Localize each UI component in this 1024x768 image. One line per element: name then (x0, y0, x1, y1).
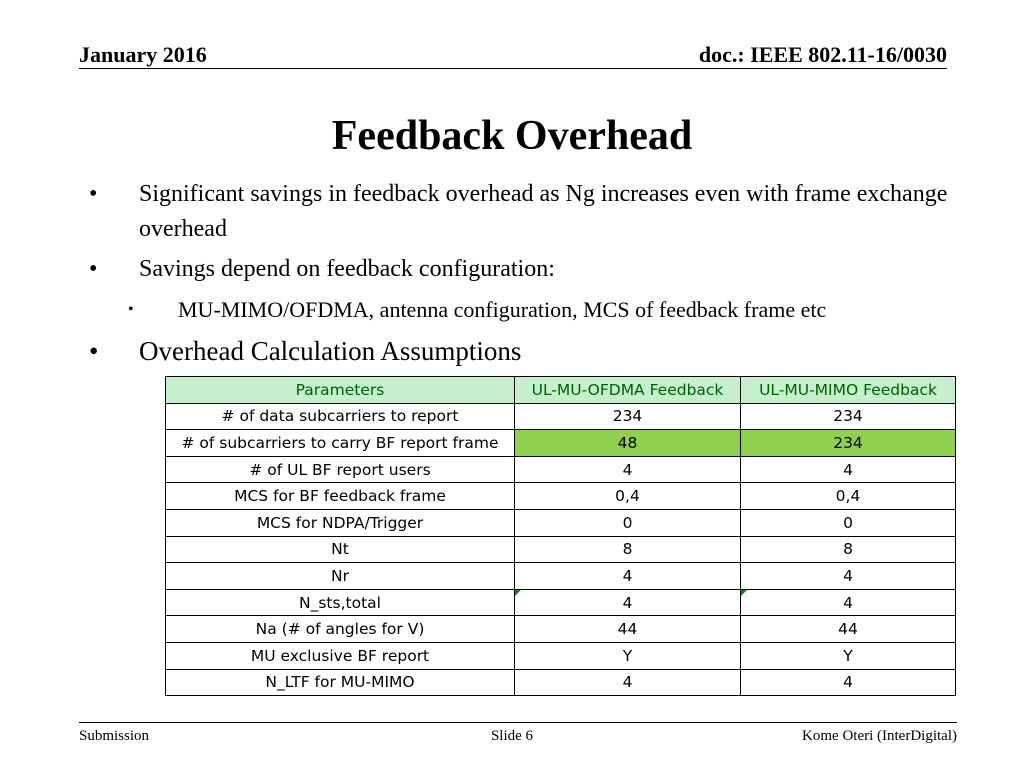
cell-value: 4 (843, 593, 853, 612)
slide-title: Feedback Overhead (331, 113, 693, 159)
cell-mimo: 0 (741, 509, 956, 536)
table-row (166, 403, 956, 430)
cell-ofdma: 4 (515, 456, 741, 483)
table-row (166, 669, 956, 696)
cell-mimo: Y (741, 642, 956, 669)
cell-comment-marker-icon (741, 590, 747, 596)
cell-parameter: Na (# of angles for V) (166, 616, 515, 643)
header-parameters: Parameters (166, 377, 515, 404)
cell-parameter: Nt (166, 536, 515, 563)
bullet-text: Savings depend on feedback configuration: (139, 256, 555, 282)
table-row (166, 509, 956, 536)
bullet-config (89, 252, 999, 287)
bullet-text: Overhead Calculation Assumptions (139, 336, 522, 366)
header-mimo-feedback: UL-MU-MIMO Feedback (741, 377, 956, 404)
bullet-marker: • (89, 256, 98, 282)
cell-comment-marker-icon (515, 590, 521, 596)
bullet-assumptions (89, 334, 999, 369)
bullet-text: Significant savings in feedback overhead as Ng increases even with frame exchange overhead (139, 181, 948, 242)
footer-divider (79, 722, 957, 723)
table-row (166, 563, 956, 590)
cell-ofdma (515, 589, 741, 616)
cell-ofdma: Y (515, 642, 741, 669)
bullet-marker: • (89, 336, 99, 366)
header-doc-id: doc.: IEEE 802.11-16/0030 (698, 42, 947, 67)
cell-mimo (741, 589, 956, 616)
footer-author: Kome Oteri (InterDigital) (802, 728, 957, 744)
cell-mimo: 234 (741, 403, 956, 430)
cell-parameter: MCS for NDPA/Trigger (166, 509, 515, 536)
cell-parameter: # of subcarriers to carry BF report frame (166, 430, 515, 457)
header-date: January 2016 (79, 42, 207, 67)
cell-ofdma: 0 (515, 509, 741, 536)
bullet-text: MU-MIMO/OFDMA, antenna configuration, MCS of feedback frame etc (178, 297, 827, 322)
cell-parameter: MU exclusive BF report (166, 642, 515, 669)
table-row (166, 483, 956, 510)
cell-mimo: 4 (741, 456, 956, 483)
cell-mimo: 8 (741, 536, 956, 563)
footer-submission: Submission (79, 728, 150, 744)
cell-ofdma: 8 (515, 536, 741, 563)
sub-bullet-config-details (128, 292, 998, 327)
cell-ofdma: 44 (515, 616, 741, 643)
assumptions-table (165, 376, 956, 696)
cell-ofdma: 48 (515, 430, 741, 457)
cell-parameter: MCS for BF feedback frame (166, 483, 515, 510)
table-row (166, 616, 956, 643)
cell-mimo: 44 (741, 616, 956, 643)
bullet-marker: • (128, 301, 134, 318)
bullet-marker: • (89, 181, 98, 207)
cell-mimo: 4 (741, 563, 956, 590)
table-row (166, 589, 956, 616)
table-row (166, 430, 956, 457)
cell-parameter: # of UL BF report users (166, 456, 515, 483)
bullet-savings (89, 177, 999, 247)
cell-value: 4 (622, 593, 633, 612)
cell-parameter: N_LTF for MU-MIMO (166, 669, 515, 696)
cell-parameter: # of data subcarriers to report (166, 403, 515, 430)
cell-ofdma: 234 (515, 403, 741, 430)
cell-ofdma: 4 (515, 563, 741, 590)
cell-mimo: 0,4 (741, 483, 956, 510)
table-row (166, 456, 956, 483)
table-row (166, 536, 956, 563)
cell-ofdma: 0,4 (515, 483, 741, 510)
cell-mimo: 4 (741, 669, 956, 696)
cell-parameter: N_sts,total (166, 589, 515, 616)
cell-parameter: Nr (166, 563, 515, 590)
header-ofdma-feedback: UL-MU-OFDMA Feedback (515, 377, 741, 404)
footer-slide-number: Slide 6 (490, 728, 534, 744)
table-row (166, 642, 956, 669)
table-header-row (166, 377, 956, 404)
cell-mimo: 234 (741, 430, 956, 457)
header-divider (79, 68, 947, 69)
cell-ofdma: 4 (515, 669, 741, 696)
